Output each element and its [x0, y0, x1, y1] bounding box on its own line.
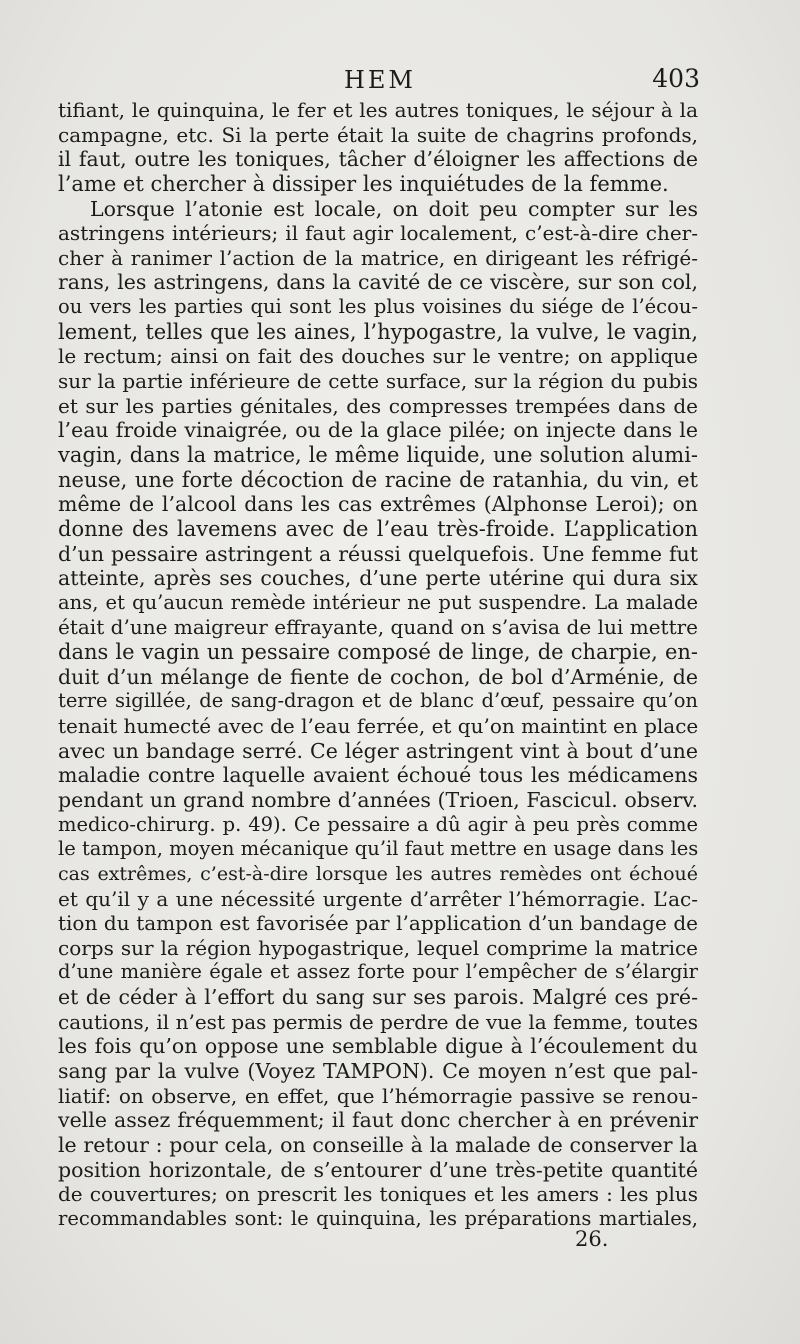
text-line: et de céder à l’effort du sang sur ses parois. Malgré ces pré-	[58, 985, 698, 1010]
text-line: sang par la vulve (Voyez TAMPON). Ce moyen n’est que pal-	[58, 1058, 698, 1083]
text-line: le tampon, moyen mécanique qu’il faut mettre en usage dans les	[58, 837, 699, 861]
text-line: les fois qu’on oppose une semblable digue à l’écoulement du	[58, 1034, 698, 1059]
text-line: lement, telles que les aines, l’hypogastre, la vulve, le vagin,	[58, 319, 698, 344]
text-line: le retour : pour cela, on conseille à la malade de conserver la	[58, 1132, 698, 1157]
text-line: duit d’un mélange de fiente de cochon, de bol d’Arménie, de	[58, 664, 698, 689]
text-line: sur la partie inférieure de cette surface, sur la région du pubis	[58, 369, 698, 394]
text-line: et qu’il y a une nécessité urgente d’arrêter l’hémorragie. L’ac-	[58, 886, 698, 911]
text-line: le rectum; ainsi on fait des douches sur le ventre; on applique	[58, 344, 698, 369]
text-line: liatif: on observe, en effet, que l’hémorragie passive se renou-	[58, 1083, 698, 1108]
text-line: tion du tampon est favorisée par l’application d’un bandage de	[58, 911, 698, 936]
page-number: 403	[652, 64, 700, 93]
text-line: astringens intérieurs; il faut agir localement, c’est-à-dire cher-	[58, 221, 698, 246]
text-line: cas extrêmes, c’est-à-dire lorsque les autres remèdes ont échoué	[58, 862, 698, 885]
text-line: et sur les parties génitales, des compresses trempées dans de	[58, 393, 698, 418]
text-line: rans, les astringens, dans la cavité de ce viscère, sur son col,	[58, 270, 698, 295]
text-line: pendant un grand nombre d’années (Trioen, Fascicul. observ.	[58, 787, 698, 812]
text-line: d’une manière égale et assez forte pour l’empêcher de s’élargir	[58, 960, 698, 984]
text-line: cher à ranimer l’action de la matrice, en dirigeant les réfrigé-	[58, 245, 698, 270]
signature-mark: 26.	[575, 1227, 609, 1251]
text-line: velle assez fréquemment; il faut donc chercher à en prévenir	[58, 1108, 698, 1133]
text-line: medico-chirurg. p. 49). Ce pessaire a dû agir à peu près comme	[58, 812, 698, 836]
text-line: Lorsque l’atonie est locale, on doit peu compter sur les	[90, 196, 698, 221]
text-line: tenait humecté avec de l’eau ferrée, et qu’on maintint en place	[58, 714, 699, 739]
text-line: était d’une maigreur effrayante, quand on s’avisa de lui mettre	[58, 615, 698, 640]
text-line: recommandables sont: le quinquina, les préparations martiales,	[58, 1206, 698, 1230]
text-line: ou vers les parties qui sont les plus voisines du siége de l’écou-	[58, 295, 698, 319]
text-line: cautions, il n’est pas permis de perdre de vue la femme, toutes	[58, 1009, 698, 1034]
text-line: de couvertures; on prescrit les toniques et les amers : les plus	[58, 1182, 698, 1207]
paragraph	[58, 98, 698, 197]
text-line: position horizontale, de s’entourer d’une très-petite quantité	[58, 1157, 698, 1182]
text-line: d’un pessaire astringent a réussi quelquefois. Une femme fut	[58, 541, 698, 566]
text-line: corps sur la région hypogastrique, lequel comprime la matrice	[58, 935, 698, 960]
text-line: il faut, outre les toniques, tâcher d’éloigner les affections de	[58, 147, 698, 172]
text-line: tifiant, le quinquina, le fer et les autres toniques, le séjour à la	[58, 98, 698, 122]
text-line: dans le vagin un pessaire composé de linge, de charpie, en-	[58, 640, 698, 665]
text-line: atteinte, après ses couches, d’une perte utérine qui dura six	[58, 566, 698, 591]
running-head: HEM	[343, 66, 417, 94]
body-text	[58, 98, 698, 1231]
text-line: maladie contre laquelle avaient échoué tous les médicamens	[58, 763, 698, 788]
page-header	[60, 64, 700, 100]
text-line: neuse, une forte décoction de racine de ratanhia, du vin, et	[58, 467, 698, 492]
paragraph	[58, 197, 698, 1232]
text-line: l’ame et chercher à dissiper les inquiétudes de la femme.	[58, 171, 669, 196]
text-line: donne des lavemens avec de l’eau très-froide. L’application	[58, 516, 698, 541]
text-line: vagin, dans la matrice, le même liquide, une solution alumi-	[58, 442, 698, 467]
text-line: campagne, etc. Si la perte était la suite de chagrins profonds,	[58, 122, 698, 147]
text-line: même de l’alcool dans les cas extrêmes (Alphonse Leroi); on	[58, 492, 698, 517]
text-line: avec un bandage serré. Ce léger astringent vint à bout d’une	[58, 738, 698, 763]
text-line: ans, et qu’aucun remède intérieur ne put suspendre. La malade	[58, 590, 698, 614]
text-line: terre sigillée, de sang-dragon et de blanc d’œuf, pessaire qu’on	[58, 689, 698, 713]
text-line: l’eau froide vinaigrée, ou de la glace pilée; on injecte dans le	[58, 418, 698, 443]
